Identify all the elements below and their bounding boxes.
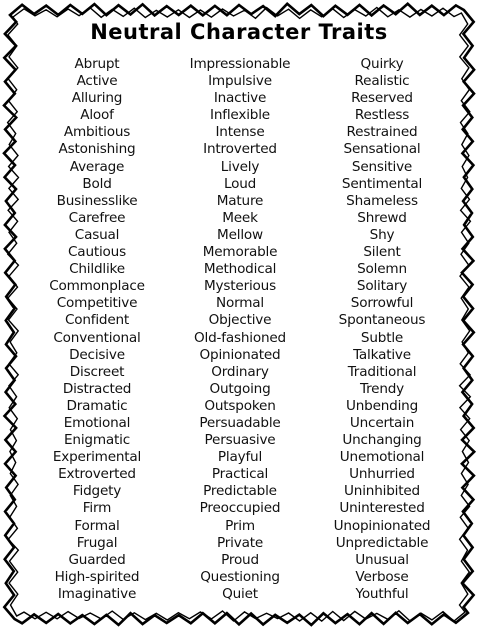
trait-word: Commonplace bbox=[49, 278, 145, 295]
trait-word: Quirky bbox=[360, 56, 404, 72]
trait-word: Restrained bbox=[346, 124, 418, 141]
trait-word: Cautious bbox=[68, 244, 126, 261]
trait-word: Dramatic bbox=[66, 397, 128, 414]
trait-word: Decisive bbox=[69, 346, 125, 363]
trait-word: Astonishing bbox=[58, 141, 136, 158]
trait-word: Memorable bbox=[202, 244, 278, 261]
trait-word: Imaginative bbox=[57, 585, 137, 602]
trait-word: Private bbox=[217, 534, 263, 551]
trait-word: Experimental bbox=[52, 449, 142, 466]
trait-word: Shameless bbox=[346, 192, 418, 209]
trait-word: Sorrowful bbox=[350, 295, 414, 312]
trait-word: Discreet bbox=[69, 363, 125, 380]
trait-word: Normal bbox=[216, 295, 264, 312]
trait-word: Sensational bbox=[343, 141, 421, 158]
trait-word: Methodical bbox=[203, 261, 277, 278]
trait-word: Youthful bbox=[355, 585, 409, 602]
trait-word: Childlike bbox=[69, 261, 125, 278]
trait-word: Intense bbox=[215, 124, 265, 141]
trait-word: Unbending bbox=[345, 397, 419, 414]
trait-word: Uncertain bbox=[349, 414, 415, 431]
trait-word: Ordinary bbox=[211, 363, 269, 380]
trait-word: Unchanging bbox=[342, 432, 422, 449]
trait-word: Persuadable bbox=[199, 414, 281, 431]
trait-word: Unhurried bbox=[349, 466, 415, 483]
trait-word: Introverted bbox=[203, 141, 277, 158]
trait-word: Reserved bbox=[351, 90, 413, 107]
trait-word: Restless bbox=[354, 107, 410, 124]
trait-word: Proud bbox=[221, 551, 259, 568]
trait-word: Ambitious bbox=[63, 124, 131, 141]
trait-word: Active bbox=[76, 73, 118, 90]
trait-word: Realistic bbox=[354, 73, 410, 90]
trait-word: Inactive bbox=[213, 90, 267, 107]
trait-word: Mysterious bbox=[204, 278, 276, 295]
trait-word: Meek bbox=[222, 209, 258, 226]
trait-word: Playful bbox=[217, 449, 263, 466]
trait-word: Carefree bbox=[68, 209, 126, 226]
page-title: Neutral Character Traits bbox=[90, 20, 388, 44]
trait-word: Spontaneous bbox=[338, 312, 426, 329]
trait-word: Verbose bbox=[355, 568, 409, 585]
trait-word: Opinionated bbox=[199, 346, 281, 363]
trait-word: Unusual bbox=[355, 551, 409, 568]
trait-word: Traditional bbox=[347, 363, 417, 380]
trait-word: Unopinionated bbox=[333, 517, 431, 534]
trait-word: Prim bbox=[225, 517, 255, 534]
trait-word: Uninhibited bbox=[344, 483, 420, 500]
trait-word: Businesslike bbox=[56, 192, 138, 209]
trait-word: Practical bbox=[211, 466, 269, 483]
trait-word: Uninterested bbox=[339, 500, 425, 517]
trait-word: Extroverted bbox=[58, 466, 136, 483]
trait-word: Enigmatic bbox=[64, 432, 130, 449]
trait-word: Alluring bbox=[71, 90, 123, 107]
trait-word: Mellow bbox=[217, 226, 263, 243]
trait-word: Outgoing bbox=[209, 380, 271, 397]
trait-word: Impulsive bbox=[208, 73, 272, 90]
trait-word: Bold bbox=[82, 175, 112, 192]
trait-word: Silent bbox=[363, 244, 401, 261]
trait-word: Quiet bbox=[222, 585, 258, 602]
trait-word: Loud bbox=[223, 175, 257, 192]
trait-word: Abrupt bbox=[74, 56, 120, 72]
trait-word: Formal bbox=[74, 517, 120, 534]
trait-word: Old-fashioned bbox=[194, 329, 286, 346]
trait-word: Sensitive bbox=[351, 158, 413, 175]
trait-word: Competitive bbox=[56, 295, 138, 312]
trait-word: Trendy bbox=[359, 380, 405, 397]
trait-word: Confident bbox=[64, 312, 130, 329]
trait-word: Questioning bbox=[200, 568, 280, 585]
trait-word: Objective bbox=[208, 312, 272, 329]
trait-word: Preoccupied bbox=[199, 500, 281, 517]
trait-word: Talkative bbox=[353, 346, 411, 363]
trait-word: Fidgety bbox=[72, 483, 122, 500]
trait-word: Average bbox=[69, 158, 125, 175]
trait-word: Outspoken bbox=[204, 397, 276, 414]
trait-word: Sentimental bbox=[341, 175, 423, 192]
trait-word: Guarded bbox=[68, 551, 126, 568]
trait-word: Inflexible bbox=[210, 107, 270, 124]
trait-word: Casual bbox=[74, 226, 120, 243]
trait-word: Subtle bbox=[360, 329, 404, 346]
trait-column-1 bbox=[22, 56, 172, 603]
trait-word: Conventional bbox=[53, 329, 141, 346]
trait-column-3 bbox=[307, 56, 457, 603]
trait-word: Predictable bbox=[203, 483, 277, 500]
trait-word: Shrewd bbox=[357, 209, 407, 226]
trait-word: Impressionable bbox=[189, 56, 291, 72]
trait-word: Unemotional bbox=[339, 449, 425, 466]
trait-word: Frugal bbox=[76, 534, 118, 551]
trait-word: Solitary bbox=[356, 278, 408, 295]
trait-word: Solemn bbox=[357, 261, 407, 278]
trait-word: Emotional bbox=[63, 414, 131, 431]
trait-column-2 bbox=[165, 56, 315, 603]
trait-word: Lively bbox=[220, 158, 260, 175]
trait-word: Aloof bbox=[80, 107, 114, 124]
trait-word: Persuasive bbox=[204, 432, 276, 449]
trait-word: Unpredictable bbox=[335, 534, 429, 551]
trait-word: Shy bbox=[369, 226, 395, 243]
trait-word: Firm bbox=[82, 500, 112, 517]
trait-word: Mature bbox=[216, 192, 264, 209]
trait-word: Distracted bbox=[62, 380, 132, 397]
trait-word: High-spirited bbox=[54, 568, 140, 585]
